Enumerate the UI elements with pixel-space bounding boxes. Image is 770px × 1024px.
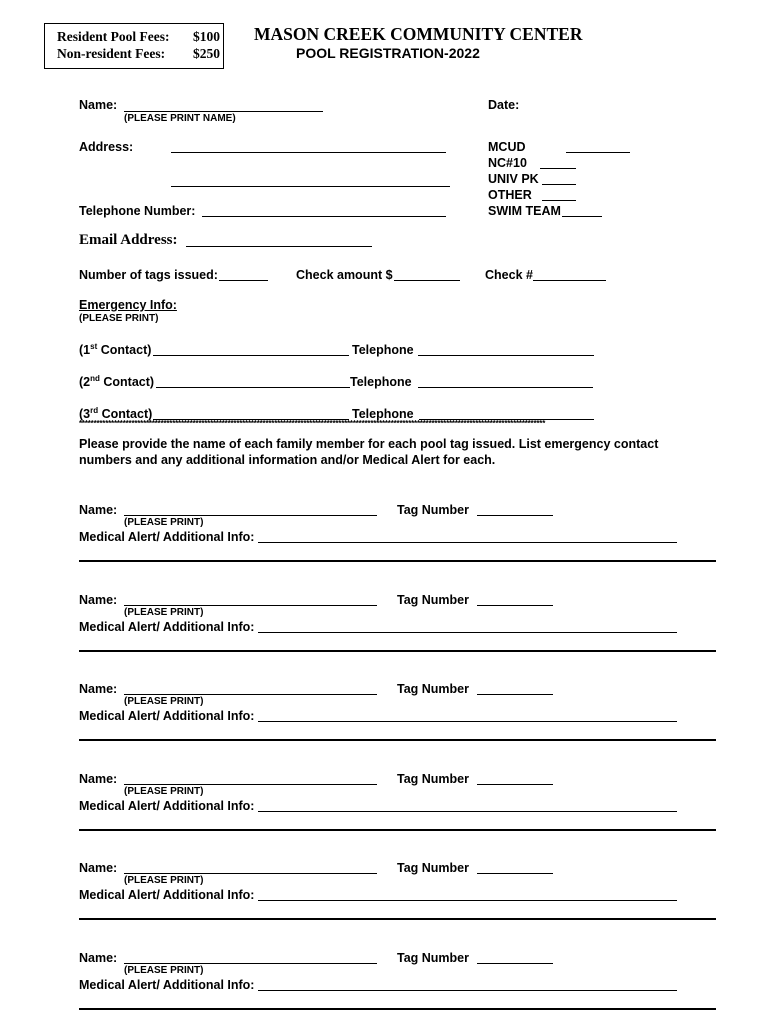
contact-1-sup: st (90, 341, 98, 351)
option-other: OTHER (488, 188, 532, 202)
emergency-hint: (PLEASE PRINT) (79, 313, 159, 324)
page-subtitle: POOL REGISTRATION-2022 (296, 45, 480, 61)
name-field-line[interactable] (124, 111, 323, 112)
member-medical-line[interactable] (258, 990, 677, 991)
member-tag-label: Tag Number (397, 951, 469, 965)
member-medical-label: Medical Alert/ Additional Info: (79, 888, 255, 902)
member-tag-line[interactable] (477, 694, 553, 695)
contact-2-suffix: Contact) (99, 375, 155, 389)
contact-2-sup: nd (90, 373, 100, 383)
member-separator (79, 918, 716, 920)
check-number-label: Check # (485, 268, 533, 282)
member-medical-label: Medical Alert/ Additional Info: (79, 620, 255, 634)
member-tag-line[interactable] (477, 515, 553, 516)
check-amount-label: Check amount $ (296, 268, 393, 282)
contact-3-suffix: Contact) (98, 407, 153, 421)
member-medical-line[interactable] (258, 721, 677, 722)
contact-2-line[interactable] (156, 387, 350, 388)
member-separator (79, 829, 716, 831)
telephone-label: Telephone Number: (79, 204, 196, 218)
member-medical-line[interactable] (258, 900, 677, 901)
address-line-1[interactable] (171, 152, 446, 153)
contact-3-label: (3rd Contact) (79, 405, 153, 421)
member-tag-line[interactable] (477, 605, 553, 606)
check-number-line[interactable] (533, 280, 606, 281)
member-medical-line[interactable] (258, 632, 677, 633)
member-medical-line[interactable] (258, 542, 677, 543)
member-medical-label: Medical Alert/ Additional Info: (79, 709, 255, 723)
contact-3-telephone-label: Telephone (352, 407, 414, 421)
contact-2-label: (2nd Contact) (79, 373, 155, 389)
member-separator (79, 650, 716, 652)
member-tag-label: Tag Number (397, 593, 469, 607)
option-mcud-line[interactable] (566, 152, 630, 153)
nonresident-fee-row (57, 46, 220, 62)
option-nc10: NC#10 (488, 156, 527, 170)
resident-fee-amount: $100 (193, 29, 220, 44)
member-separator (79, 739, 716, 741)
member-name-label: Name: (79, 861, 118, 875)
nonresident-fee-label: Non-resident Fees: (57, 46, 166, 61)
email-field-line[interactable] (186, 246, 372, 247)
member-name-hint: (PLEASE PRINT) (124, 786, 204, 797)
date-label: Date: (488, 98, 520, 112)
check-amount-line[interactable] (394, 280, 460, 281)
member-tag-line[interactable] (477, 784, 553, 785)
member-separator (79, 1008, 716, 1010)
member-medical-label: Medical Alert/ Additional Info: (79, 978, 255, 992)
member-name-label: Name: (79, 682, 118, 696)
member-name-label: Name: (79, 951, 118, 965)
contact-1-label: (1st Contact) (79, 341, 152, 357)
member-name-line[interactable] (124, 784, 377, 785)
nonresident-fee-amount: $250 (193, 46, 220, 61)
emergency-title: Emergency Info: (79, 298, 177, 312)
member-name-line[interactable] (124, 515, 377, 516)
member-medical-label: Medical Alert/ Additional Info: (79, 799, 255, 813)
option-mcud: MCUD (488, 140, 526, 154)
option-swim-team: SWIM TEAM (488, 204, 561, 218)
member-name-hint: (PLEASE PRINT) (124, 517, 204, 528)
contact-2-telephone-line[interactable] (418, 387, 593, 388)
resident-fee-label: Resident Pool Fees: (57, 29, 170, 44)
member-tag-line[interactable] (477, 873, 553, 874)
member-name-hint: (PLEASE PRINT) (124, 965, 204, 976)
member-name-label: Name: (79, 772, 118, 786)
contact-3-num: 3 (83, 407, 91, 421)
member-name-line[interactable] (124, 694, 377, 695)
telephone-field-line[interactable] (202, 216, 446, 217)
member-name-hint: (PLEASE PRINT) (124, 607, 204, 618)
member-tag-line[interactable] (477, 963, 553, 964)
contact-1-line[interactable] (153, 355, 349, 356)
address-line-2[interactable] (171, 186, 450, 187)
option-nc10-line[interactable] (540, 168, 576, 169)
contact-1-telephone-line[interactable] (418, 355, 594, 356)
instructions-line-2: numbers and any additional information and/or Medical Alert for each. (79, 453, 496, 467)
tags-label: Number of tags issued: (79, 268, 218, 282)
member-name-hint: (PLEASE PRINT) (124, 875, 204, 886)
member-tag-label: Tag Number (397, 861, 469, 875)
contact-1-num: 1 (83, 343, 91, 357)
member-name-line[interactable] (124, 873, 377, 874)
member-name-label: Name: (79, 593, 118, 607)
option-swim-team-line[interactable] (562, 216, 602, 217)
fees-box (44, 23, 224, 69)
member-medical-label: Medical Alert/ Additional Info: (79, 530, 255, 544)
contact-3-sup: rd (90, 405, 99, 415)
contact-2-num: 2 (83, 375, 91, 389)
member-tag-label: Tag Number (397, 682, 469, 696)
tags-field-line[interactable] (219, 280, 268, 281)
email-label: Email Address: (79, 232, 178, 248)
address-label: Address: (79, 140, 134, 154)
page-title: MASON CREEK COMMUNITY CENTER (254, 24, 583, 44)
option-univ-pk-line[interactable] (542, 184, 576, 185)
option-other-line[interactable] (542, 200, 576, 201)
instructions-line-1: Please provide the name of each family member for each pool tag issued. List emergency contact (79, 437, 659, 451)
member-tag-label: Tag Number (397, 772, 469, 786)
member-name-line[interactable] (124, 605, 377, 606)
option-univ-pk: UNIV PK (488, 172, 539, 186)
contact-1-suffix: Contact) (97, 343, 152, 357)
member-medical-line[interactable] (258, 811, 677, 812)
member-separator (79, 560, 716, 562)
contact-2-telephone-label: Telephone (350, 375, 412, 389)
star-divider: **************************************************************************************************************************************************************** (79, 419, 546, 428)
member-name-hint: (PLEASE PRINT) (124, 696, 204, 707)
member-tag-label: Tag Number (397, 503, 469, 517)
name-label: Name: (79, 98, 118, 112)
contact-1-telephone-label: Telephone (352, 343, 414, 357)
member-name-label: Name: (79, 503, 118, 517)
member-name-line[interactable] (124, 963, 377, 964)
resident-fee-row (57, 29, 220, 45)
name-hint: (PLEASE PRINT NAME) (124, 113, 236, 124)
